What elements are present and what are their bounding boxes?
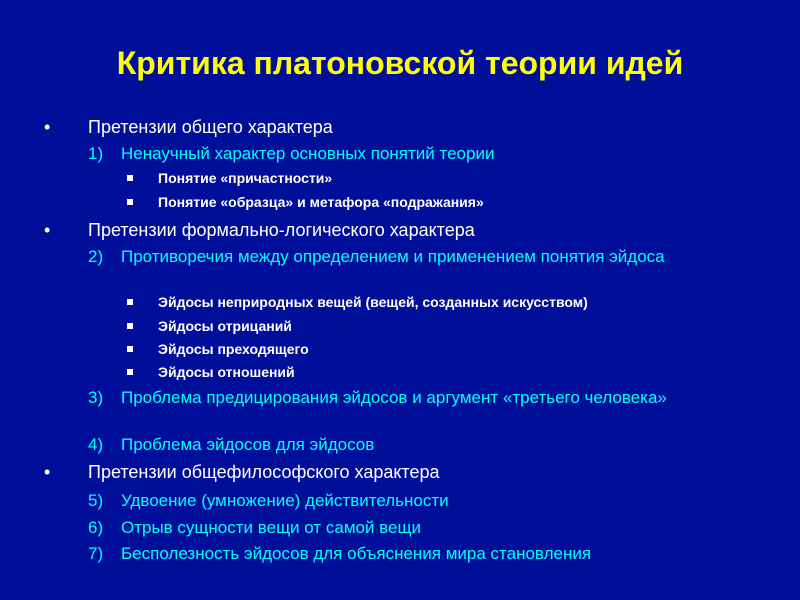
item-text: Противоречия между определением и применением понятия эйдоса: [121, 247, 665, 266]
bullet-marker: •: [44, 220, 51, 240]
heading-text: Претензии общего характера: [88, 117, 333, 137]
sub-item-text: Эйдосы отрицаний: [158, 318, 292, 334]
item-number: 3): [88, 388, 104, 407]
item-number: 4): [88, 435, 104, 454]
item-number: 5): [88, 491, 104, 510]
square-bullet-icon: [127, 369, 133, 375]
item-text: Бесполезность эйдосов для объяснения мира становления: [121, 544, 592, 563]
square-bullet-icon: [127, 346, 133, 352]
item-text: Удвоение (умножение) действительности: [121, 491, 449, 510]
item-number: 7): [88, 544, 104, 563]
sub-item-text: Понятие «образца» и метафора «подражания»: [158, 194, 484, 210]
item-text: Проблема предицирования эйдосов и аргумент «третьего человека»: [121, 388, 667, 407]
sub-item-text: Понятие «причастности»: [158, 170, 333, 186]
heading-text: Претензии общефилософского характера: [88, 462, 440, 482]
item-number: 6): [88, 518, 104, 537]
square-bullet-icon: [127, 175, 133, 181]
item-text: Отрыв сущности вещи от самой вещи: [121, 518, 421, 537]
square-bullet-icon: [127, 199, 133, 205]
square-bullet-icon: [127, 323, 133, 329]
bullet-marker: •: [44, 462, 51, 482]
square-bullet-icon: [127, 299, 133, 305]
item-text: Ненаучный характер основных понятий теории: [121, 144, 495, 163]
sub-item-text: Эйдосы отношений: [158, 364, 295, 380]
bullet-marker: •: [44, 117, 51, 137]
item-number: 2): [88, 247, 104, 266]
item-number: 1): [88, 144, 104, 163]
sub-item-text: Эйдосы неприродных вещей (вещей, созданных искусством): [158, 294, 588, 310]
item-text: Проблема эйдосов для эйдосов: [121, 435, 375, 454]
sub-item-text: Эйдосы преходящего: [158, 341, 309, 357]
slide-title: Критика платоновской теории идей: [116, 45, 684, 81]
heading-text: Претензии формально-логического характера: [88, 220, 475, 240]
